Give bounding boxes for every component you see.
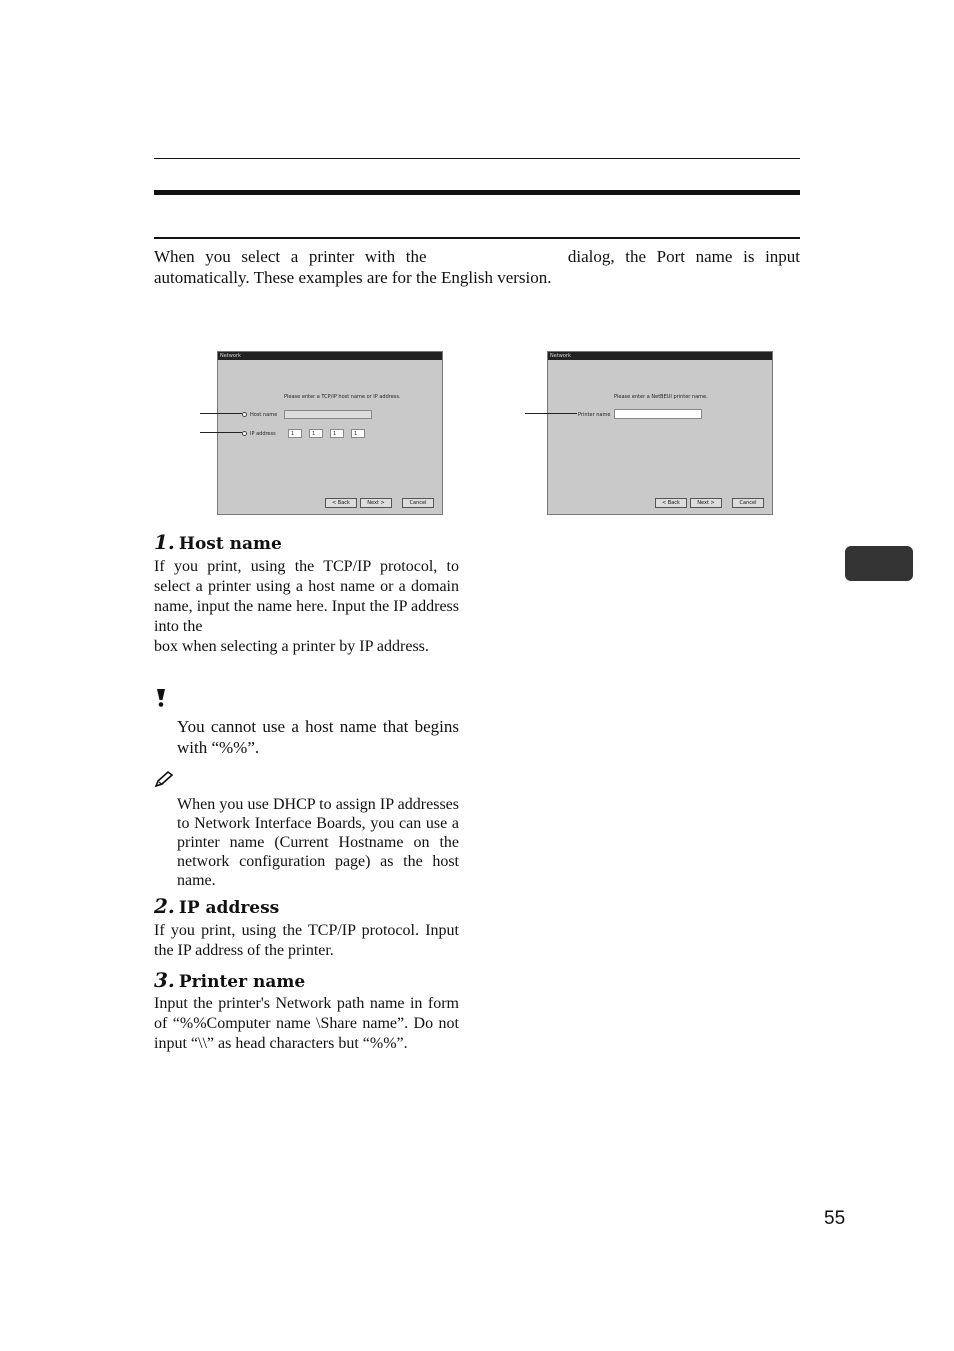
item-1-text-a: If you print, using the TCP/IP protocol, to select a printer using a host name or a domain name, input the name here. Input the IP address into the (154, 558, 459, 635)
printer-name-field (614, 409, 702, 419)
note-text: When you use DHCP to assign IP addresses to Network Interface Boards, you can use a printer name (Current Hostname on the network configuration page) as the host name. (177, 796, 459, 889)
dialog-title-bar (218, 352, 442, 360)
ip-octet-3-text: 1 (333, 431, 337, 437)
ip-octet-2-text: 1 (312, 431, 316, 437)
ip-address-radio (242, 431, 247, 436)
note-pencil-icon (154, 770, 174, 788)
limitation-text: You cannot use a host name that begins with “%%”. (177, 717, 459, 757)
host-name-field (284, 410, 372, 419)
dialog-prompt: Please enter a NetBEUI printer name. (614, 394, 708, 400)
section-rule (154, 237, 800, 239)
next-button: Next > (360, 498, 392, 508)
dialog-title: Network (220, 353, 241, 359)
callout-line-2 (200, 432, 242, 433)
ip-octet-1-text: 1 (291, 431, 295, 437)
back-button: < Back (655, 498, 687, 508)
intro-part1: When you select a printer with the (154, 247, 427, 266)
printer-name-label: Printer name (578, 412, 611, 418)
item-3-number: 3. (154, 968, 175, 992)
ip-octet-1 (288, 429, 302, 438)
item-3-label: Printer name (178, 972, 306, 992)
item-2-label: IP address (178, 898, 280, 918)
header-thin-rule (154, 158, 800, 159)
back-button: < Back (325, 498, 357, 508)
limitation-icon (154, 688, 168, 708)
ip-octet-4 (351, 429, 365, 438)
ip-octet-2 (309, 429, 323, 438)
intro-paragraph (154, 246, 800, 288)
item-2-number: 2. (154, 894, 175, 918)
header-thick-rule (154, 190, 800, 195)
item-2-text: If you print, using the TCP/IP protocol. Input the IP address of the printer. (154, 922, 459, 959)
item-1-label: Host name (178, 534, 282, 554)
intro-part2: dialog, the Port name is input automatically. These examples are for the English version. (154, 247, 801, 287)
page-number: 55 (824, 1208, 846, 1229)
ip-octet-4-text: 1 (354, 431, 358, 437)
item-1-text (154, 557, 459, 657)
callout-line-3 (525, 413, 577, 414)
dialog-prompt: Please enter a TCP/IP host name or IP address. (284, 394, 401, 400)
dialog-title: Network (550, 353, 571, 359)
item-1-text-b: box when selecting a printer by IP address. (154, 638, 429, 655)
dialog-title-bar (548, 352, 772, 360)
netbeui-dialog-screenshot (547, 351, 773, 515)
item-3-heading (154, 968, 305, 992)
host-name-label: Host name (250, 412, 278, 418)
ip-address-label: IP address (250, 431, 276, 437)
host-name-radio (242, 412, 247, 417)
ip-octet-3 (330, 429, 344, 438)
item-1-number: 1. (154, 530, 175, 554)
next-button: Next > (690, 498, 722, 508)
cancel-button: Cancel (402, 498, 434, 508)
item-2-heading (154, 894, 279, 918)
cancel-button: Cancel (732, 498, 764, 508)
item-3-text: Input the printer's Network path name in form of “%%Computer name \Share name”. Do not input “\\” as head characters but “%%”. (154, 995, 459, 1052)
tcpip-dialog-screenshot (217, 351, 443, 515)
item-1-heading (154, 530, 282, 554)
chapter-tab (845, 546, 913, 581)
callout-line-1 (200, 413, 242, 414)
